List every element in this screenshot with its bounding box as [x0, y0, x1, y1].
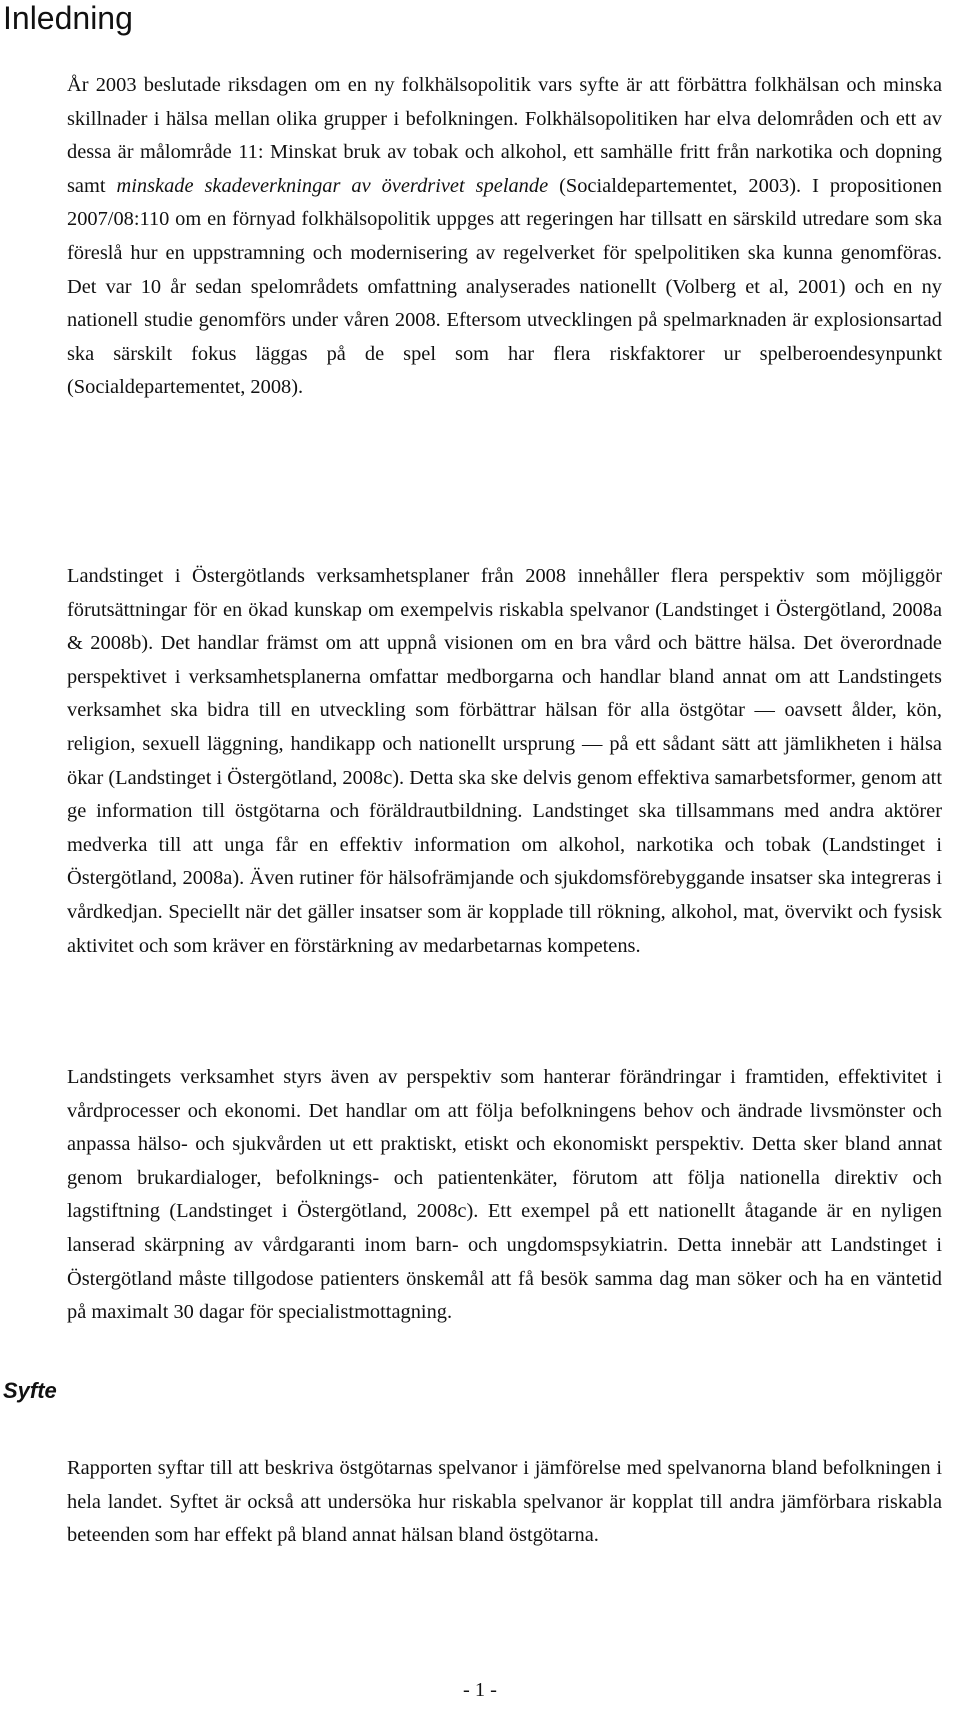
- page-number: - 1 -: [463, 1679, 497, 1701]
- paragraph-text: År 2003 beslutade riksdagen om en ny folkhälsopolitik vars syfte är att förbättra folkhälsan och minska skillnader i hälsa mellan olika grupper i befolkningen. Folkhälsopolitiken har elva delområden och ett av dessa är målområde 11: Minskat bruk av tobak och alkohol, ett samhälle fritt från narkotika och dopning samt: [67, 74, 942, 197]
- paragraph-inledning-1: [67, 69, 942, 405]
- paragraph-inledning-3: Landstingets verksamhet styrs även av perspektiv som hanterar förändringar i framtiden, effektivitet i vårdprocesser och ekonomi. Det handlar om att följa befolkningens behov och ändrade livsmönster och anpassa hälso- och sjukvården ut ett praktiskt, etiskt och ekonomiskt perspektiv. Detta sker bland annat genom brukardialoger, befolknings- och patientenkäter, förutom att följa nationella direktiv och lagstiftning (Landstinget i Östergötland, 2008c). Ett exempel på ett nationellt åtagande är en nyligen lanserad skärpning av vårdgaranti inom barn- och ungdomspsykiatrin. Detta innebär att Landstinget i Östergötland måste tillgodose patienters önskemål att få besök samma dag man söker och ha en väntetid på maximalt 30 dagar för specialistmottagning.: [67, 1066, 942, 1324]
- paragraph-inledning-2: Landstinget i Östergötlands verksamhetsplaner från 2008 innehåller flera perspektiv som möjliggör förutsättningar för en ökad kunskap om exempelvis riskabla spelvanor (Landstinget i Östergötland, 2008a & 2008b). Det handlar främst om att uppnå visionen om en bra vård och bättre hälsa. Det överordnade perspektivet i verksamhetsplanerna omfattar medborgarna och handlar bland annat om att Landstingets verksamhet ska bidra till en utveckling som förbättrar hälsan för alla östgötar — oavsett ålder, kön, religion, sexuell läggning, handikapp och nationellt ursprung — på ett sådant sätt att jämlikheten i hälsa ökar (Landstinget i Östergötland, 2008c). Detta ska ske delvis genom effektiva samarbetsformer, genom att ge information till östgötarna och föräldrautbildning. Landstinget ska tillsammans med andra aktörer medverka till att unga får en effektiv information om alkohol, narkotika och tobak (Landstinget i Östergötland, 2008a). Även rutiner för hälsofrämjande och sjukdomsförebyggande insatser ska integreras i vårdkedjan. Speciellt när det gäller insatser som är kopplade till rökning, alkohol, mat, övervikt och fysisk aktivitet och som kräver en förstärkning av medarbetarnas kompetens.: [67, 565, 942, 957]
- paragraph-syfte: Rapporten syftar till att beskriva östgötarnas spelvanor i jämförelse med spelvanorna bland befolkningen i hela landet. Syftet är också att undersöka hur riskabla spelvanor är kopplat till andra jämförbara riskabla beteenden som har effekt på bland annat hälsan bland östgötarna.: [67, 1457, 942, 1547]
- paragraph-text: (Socialdepartementet, 2003). I propositionen 2007/08:110 om en förnyad folkhälsopolitik uppges att regeringen har tillsatt en särskild utredare som ska föreslå hur en uppstramning och modernisering av regelverket för spelpolitiken ska kunna genomföras. Det var 10 år sedan spelområdets omfattning analyserades nationellt (Volberg et al, 2001) och en ny nationell studie genomförs under våren 2008. Eftersom utvecklingen på spelmarknaden är explosionsartad ska särskilt fokus läggas på de spel som har flera riskfaktorer ur spelberoendesynpunkt (Socialdepartementet, 2008).: [67, 174, 943, 399]
- section-heading-syfte: Syfte: [3, 1378, 57, 1403]
- emphasized-text: minskade skadeverkningar av överdrivet spelande: [116, 174, 549, 197]
- section-heading-inledning: Inledning: [3, 0, 133, 36]
